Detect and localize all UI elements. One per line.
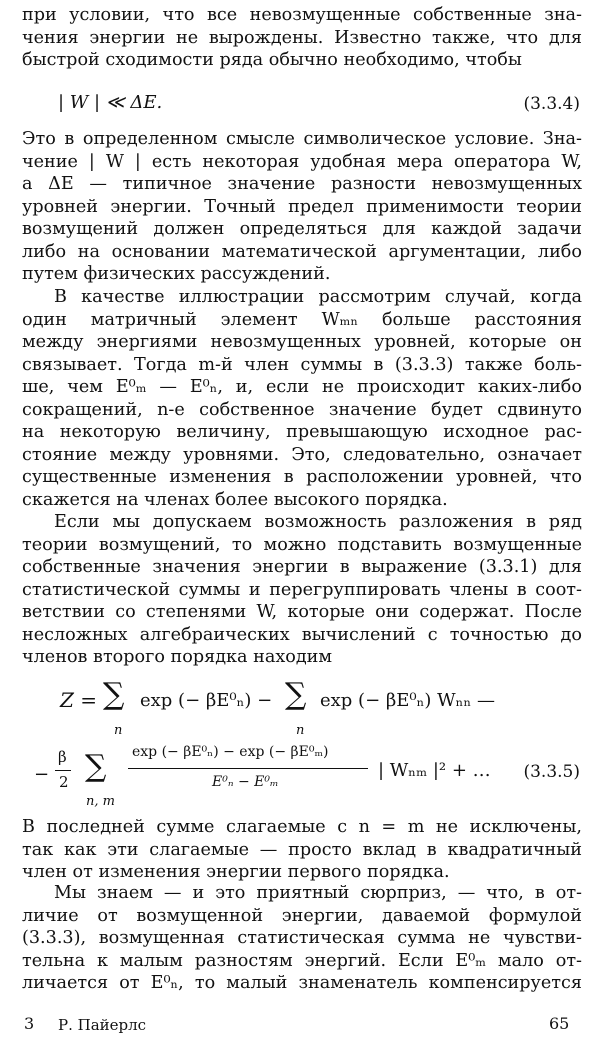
eq-tail: | Wₙₘ |² + … <box>378 760 491 781</box>
text-line: член от изменения энергии первого порядка. <box>22 862 450 882</box>
text-line: Мы знаем — и это приятный сюрприз, — что, в от- <box>54 883 582 903</box>
paragraph-4 <box>22 511 582 669</box>
text-line: возмущений должен определяться для каждой задачи <box>22 219 582 239</box>
text-line: связывает. Тогда m-й член суммы в (3.3.3) также боль- <box>22 354 582 375</box>
paragraph-2 <box>22 128 582 286</box>
paragraph-5 <box>22 816 582 884</box>
text-line: собственные значения энергии в выражение (3.3.1) для <box>22 557 582 577</box>
sum-symbol: ∑ <box>85 749 107 784</box>
text-line: ше, чем E⁰ₘ — E⁰ₙ, и, если не происходит каких-либо <box>22 377 582 397</box>
eq-term-1: exp (− βE⁰ₙ) − <box>140 690 273 711</box>
text-line: при условии, что все невозмущенные собственные зна- <box>22 5 582 25</box>
sum-index: n, m <box>86 794 115 809</box>
text-line: стояние между уровнями. Это, следовательно, означает <box>22 444 582 465</box>
sum-index: n <box>296 723 305 738</box>
sum-symbol: ∑ <box>103 677 125 712</box>
text-line: членов второго порядка находим <box>22 647 333 667</box>
text-line: путем физических рассуждений. <box>22 264 331 284</box>
footer-signature: 3 <box>24 1014 35 1033</box>
eq-term-2: exp (− βE⁰ₙ) Wₙₙ — <box>320 690 495 711</box>
equation-number: (3.3.4) <box>523 94 580 114</box>
text-line: а ΔE — типичное значение разности невозмущенных <box>22 174 582 194</box>
fraction-bar <box>55 770 71 771</box>
text-line: между энергиями невозмущенных уровней, которые он <box>22 332 582 352</box>
eq-two: 2 <box>59 773 69 791</box>
text-line: тельна к малым разностям энергий. Если E⁰ₘ мало от- <box>22 950 582 971</box>
text-line: (3.3.3), возмущенная статистическая сумма не чувстви- <box>22 928 582 948</box>
eq-minus: − <box>34 764 50 785</box>
paragraph-1 <box>22 4 582 72</box>
eq-denominator: E⁰ₙ − E⁰ₘ <box>212 774 279 790</box>
text-line: либо на основании математической аргументации, либо <box>22 241 582 262</box>
text-line: В качестве иллюстрации рассмотрим случай, когда <box>54 287 582 307</box>
text-line: на некоторую величину, превышающую исходное рас- <box>22 422 582 442</box>
eq-lhs: Z = <box>60 688 98 712</box>
equation-3-3-4: | W | ≪ ΔE. <box>58 92 163 113</box>
text-line: Это в определенном смысле символическое условие. Зна- <box>22 129 582 149</box>
sum-symbol: ∑ <box>285 677 307 712</box>
sum-index: n <box>114 723 123 738</box>
text-line: один матричный элемент Wₘₙ больше расстояния <box>22 309 582 330</box>
text-line: теории возмущений, то можно подставить возмущенные <box>22 534 582 555</box>
text-line: личие от возмущенной энергии, даваемой формулой <box>22 905 582 926</box>
page-number: 65 <box>549 1014 570 1033</box>
text-line: личается от E⁰ₙ, то малый знаменатель компенсируется <box>22 973 582 993</box>
text-line: так как эти слагаемые — просто вклад в квадратичный <box>22 839 582 860</box>
eq-beta: β <box>58 748 67 766</box>
text-line: несложных алгебраических вычислений с точностью до <box>22 624 582 645</box>
text-line: Если мы допускаем возможность разложения в ряд <box>54 512 582 532</box>
text-line: статистической суммы и перегруппировать члены в соот- <box>22 579 582 600</box>
text-line: уровней энергии. Точный предел применимости теории <box>22 196 582 217</box>
paragraph-6 <box>22 882 582 995</box>
text-line: чение | W | есть некоторая удобная мера оператора W, <box>22 151 582 172</box>
text-line: ветствии со степенями W, которые они содержат. После <box>22 602 582 622</box>
text-line: сокращений, n-е собственное значение будет сдвинуто <box>22 399 582 420</box>
text-line: быстрой сходимости ряда обычно необходимо, чтобы <box>22 50 522 70</box>
equation-number: (3.3.5) <box>523 762 580 782</box>
footer-author: Р. Пайерлс <box>58 1016 147 1034</box>
text-line: существенные изменения в расположении уровней, что <box>22 467 582 487</box>
text-line: чения энергии не вырождены. Известно также, что для <box>22 27 582 48</box>
fraction-bar <box>128 768 368 769</box>
paragraph-3 <box>22 286 582 511</box>
eq-numerator: exp (− βE⁰ₙ) − exp (− βE⁰ₘ) <box>132 744 329 760</box>
text-line: скажется на членах более высокого порядка. <box>22 489 448 510</box>
text-line: В последней сумме слагаемые с n = m не исключены, <box>22 817 582 837</box>
